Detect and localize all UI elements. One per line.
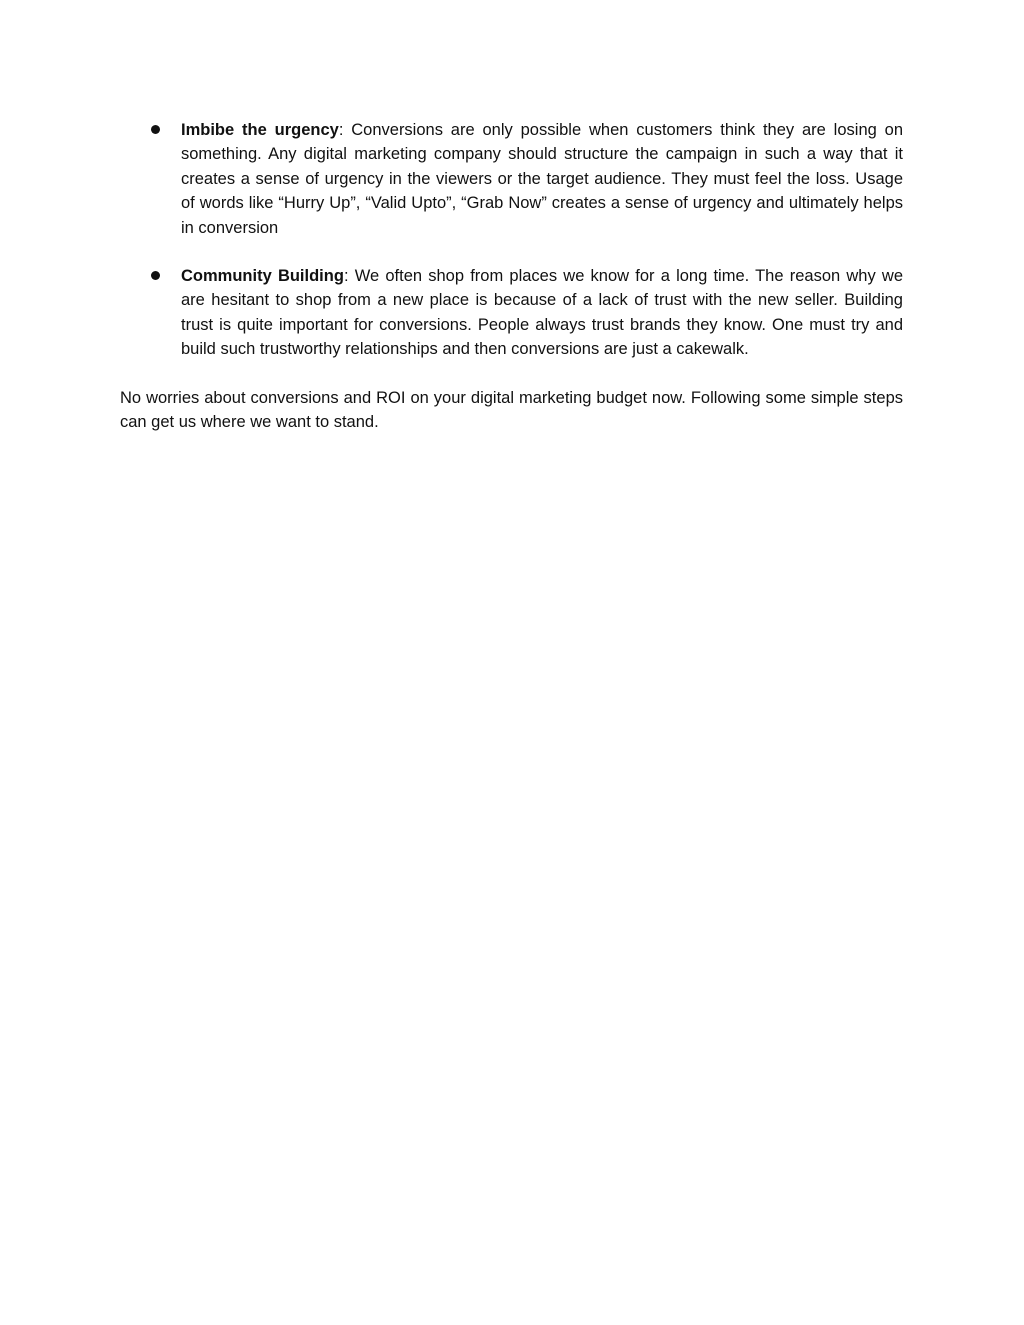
bullet-paragraph [181,264,903,362]
bullet-term: Imbibe the urgency [181,121,339,139]
bullet-term: Community Building [181,267,344,286]
bullet-paragraph [181,118,903,240]
bullet-text: : Conversions are only possible when customers think they are losing on something. Any digital marketing company should structure the campaign in such a way that it creates a sense of urgency in the viewers or the target audience. They must feel the loss. Usage of words like “Hurry Up”, “Valid Upto”, “Grab Now” creates a sense of urgency and ultimately helps in conversion [181,121,903,237]
bullet-text: : We often shop from places we know for a long time. The reason why we are hesitant to shop from a new place is because of a lack of trust with the new seller. Building trust is quite important for conversions. People always trust brands they know. One must try and build such trustworthy relationships and then conversions are just a cakewalk. [181,267,903,359]
closing-paragraph: No worries about conversions and ROI on your digital marketing budget now. Following some simple steps can get us where we want to stand. [120,388,903,432]
bullet-dot-icon [151,271,160,280]
bullet-list [120,118,903,362]
bullet-item-urgency [120,118,903,240]
bullet-dot-icon [151,125,160,134]
document-body [120,118,903,434]
bullet-item-community [120,264,903,362]
